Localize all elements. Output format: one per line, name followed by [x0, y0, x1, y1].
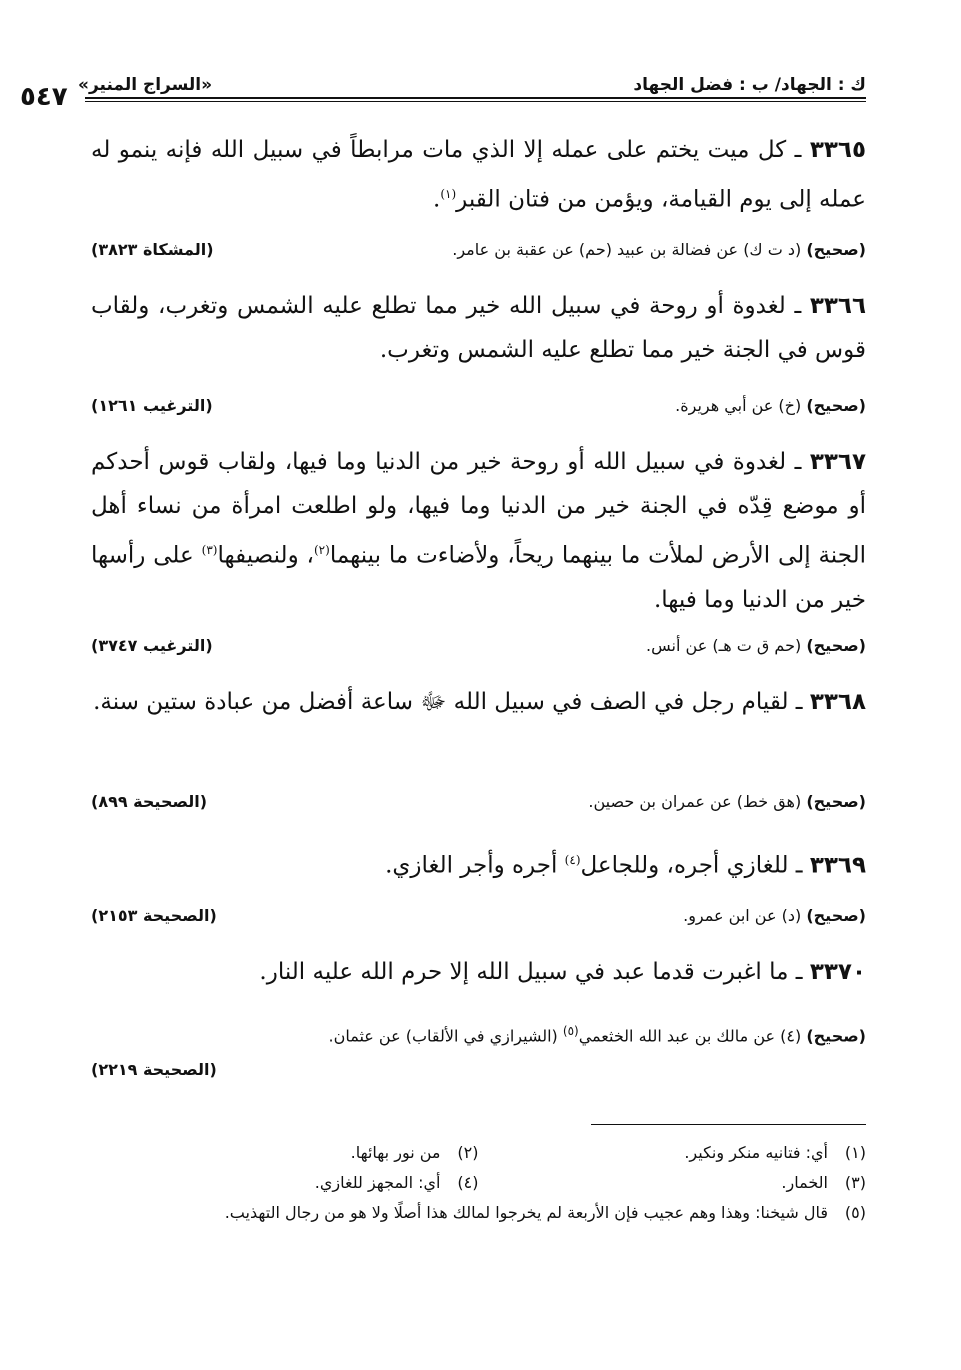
- footnote-row: [91, 1168, 866, 1198]
- footnote-row: [91, 1198, 866, 1228]
- source-line-3366: [91, 388, 866, 422]
- reference: (الصحيحة ٨٩٩): [91, 791, 208, 811]
- hadith-number: ٣٣٧٠: [809, 959, 866, 985]
- hadith-text: لغدوة أو روحة في سبيل الله خير مما تطلع عليه الشمس وتغرب، ولقاب قوس في الجنة خير مما تطلع عليه الشمس وتغرب.: [91, 293, 866, 363]
- grade: (صحيح): [806, 791, 866, 811]
- source-line-3368: [91, 784, 866, 818]
- source-line-3365: [91, 232, 866, 266]
- page-number: ٥٤٧: [20, 82, 68, 112]
- reference: (الترغيب ٣٧٤٧): [91, 635, 213, 655]
- source-text: (خ) عن أبي هريرة.: [675, 395, 802, 415]
- source-text: (هق خط) عن عمران بن حصين.: [588, 791, 802, 811]
- hadith-number: ٣٣٦٧: [809, 449, 866, 475]
- grade: (صحيح): [806, 905, 866, 925]
- hadith-3370: ٣٣٧٠ ـ ما اغبرت قدما عبد في سبيل الله إلا حرم الله عليه النار.: [259, 959, 866, 985]
- footnote-text: أي: المجهز للغازي.: [314, 1173, 441, 1192]
- footnote-number: (٤): [457, 1173, 479, 1192]
- reference: (المشكاة ٣٨٢٣): [91, 239, 214, 259]
- grade: (صحيح): [806, 395, 866, 415]
- hadith-text-part1: لغدوة في سبيل الله أو روحة خير من الدنيا وما فيها، ولقاب قوس أحدكم أو موضع قِدّه في الجنة خير من الدنيا وما فيها، ولو اطلعت امرأة من نساء أهل الجنة إلى الأرض لملأت ما بينهما ريحاً، ولأضاءت ما بينهما: [91, 449, 866, 569]
- footnote-4: [91, 1168, 479, 1198]
- footnote-number: (٥): [844, 1203, 866, 1222]
- footnote-marker: (٣): [201, 543, 218, 557]
- hadith-3368: ٣٣٦٨ ـ لقيام رجل في الصف في سبيل الله ﷻ ساعة أفضل من عبادة ستين سنة.: [93, 689, 866, 715]
- reference: (الترغيب ١٢٦١): [91, 395, 213, 415]
- hadith-3367: ٣٣٦٧ ـ لغدوة في سبيل الله أو روحة خير من الدنيا وما فيها، ولقاب قوس أحدكم أو موضع قِدّه في الجنة خير من الدنيا وما فيها، ولو اطلعت امرأة من نساء أهل الجنة إلى الأرض لملأت ما بينهما ريحاً، ولأضاءت ما بينهما$^{(٢)}$، ولنصيفها$^{(٣)}$ على رأسها خير من الدنيا وما فيها.: [91, 449, 866, 613]
- footnote-1: [479, 1138, 867, 1168]
- hadith-number: ٣٣٦٥: [809, 137, 866, 163]
- footnote-number: (١): [844, 1143, 866, 1162]
- source-text: (د) عن ابن عمرو.: [683, 905, 802, 925]
- source-text-part1: (٤) عن مالك بن عبد الله الخثعمي: [578, 1026, 802, 1046]
- hadith-number: ٣٣٦٩: [809, 852, 866, 879]
- source-line-3367: [91, 628, 866, 662]
- hadith-text: كل ميت يختم على عمله إلا الذي مات مرابطاً في سبيل الله فإنه ينمو له عمله إلى يوم القيامة، ويؤمن من فتان القبر: [91, 137, 866, 213]
- hadith-text: لقيام رجل في الصف في سبيل الله ﷻ ساعة أفضل من عبادة ستين سنة.: [93, 689, 789, 715]
- source-text: (حم ق ت هـ) عن أنس.: [646, 635, 802, 655]
- source-text: (د ت ك) عن فضالة بن عبيد (حم) عن عقبة بن عامر.: [452, 239, 802, 259]
- hadith-3369: ٣٣٦٩ ـ للغازي أجره، وللجاعل$^{(٤)}$ أجره وأجر الغازي.: [385, 852, 866, 879]
- hadith-end: .: [433, 186, 441, 213]
- footnote-number: (٢): [457, 1143, 479, 1162]
- book-title: «السراج المنير»: [78, 75, 213, 95]
- grade: (صحيح): [806, 239, 866, 259]
- header-rule: [85, 97, 866, 102]
- hadith-text-part3: على رأسها خير من الدنيا وما فيها.: [91, 542, 866, 613]
- chapter-title: ك : الجهاد/ ب : فضل الجهاد: [633, 75, 866, 95]
- footnote-row: [91, 1138, 866, 1168]
- grade: (صحيح): [806, 1026, 866, 1046]
- footnote-marker: (٤): [564, 853, 581, 867]
- grade: (صحيح): [806, 635, 866, 655]
- footnote-text: من نور بهائها.: [350, 1143, 441, 1162]
- source-text-part2: (الشيرازي في الألقاب) عن عثمان.: [328, 1026, 563, 1046]
- hadith-text-part2: ، ولنصيفها: [217, 542, 314, 569]
- hadith-number: ٣٣٦٨: [809, 689, 866, 715]
- footnote-marker: (٢): [313, 543, 330, 557]
- hadith-3366: ٣٣٦٦ ـ لغدوة أو روحة في سبيل الله خير مما تطلع عليه الشمس وتغرب، ولقاب قوس في الجنة خير مما تطلع عليه الشمس وتغرب.: [91, 293, 866, 363]
- footnote-5: [91, 1198, 866, 1228]
- reference: (الصحيحة ٢٢١٩): [91, 1060, 217, 1080]
- footnote-text: قال شيخنا: وهذا وهم عجيب فإن الأربعة لم يخرجوا لمالك هذا أصلًا ولا هو من رجال التهذيب.: [224, 1203, 828, 1222]
- hadith-text-part1: للغازي أجره، وللجاعل: [580, 852, 789, 879]
- footnote-marker: (٥): [562, 1024, 579, 1038]
- footnote-text: الخمار.: [781, 1173, 828, 1192]
- footnote-number: (٣): [844, 1173, 866, 1192]
- hadith-number: ٣٣٦٦: [809, 293, 866, 319]
- footnote-rule: [591, 1124, 866, 1125]
- footnotes: [91, 1138, 866, 1228]
- source-line-3370: [91, 1014, 866, 1087]
- hadith-text: ما اغبرت قدما عبد في سبيل الله إلا حرم الله عليه النار.: [259, 959, 789, 985]
- source-line-3369: [91, 898, 866, 932]
- footnote-text: أي: فتانيه منكر ونكير.: [684, 1143, 828, 1162]
- footnote-3: [479, 1168, 867, 1198]
- hadith-text-part2: أجره وأجر الغازي.: [385, 852, 565, 879]
- footnote-marker: (١): [440, 187, 457, 201]
- hadith-3365: ٣٣٦٥ ـ كل ميت يختم على عمله إلا الذي مات مرابطاً في سبيل الله فإنه ينمو له عمله إلى يوم القيامة، ويؤمن من فتان القبر$^{(١)}$.: [91, 137, 866, 213]
- footnote-2: [91, 1138, 479, 1168]
- reference: (الصحيحة ٢١٥٣): [91, 905, 217, 925]
